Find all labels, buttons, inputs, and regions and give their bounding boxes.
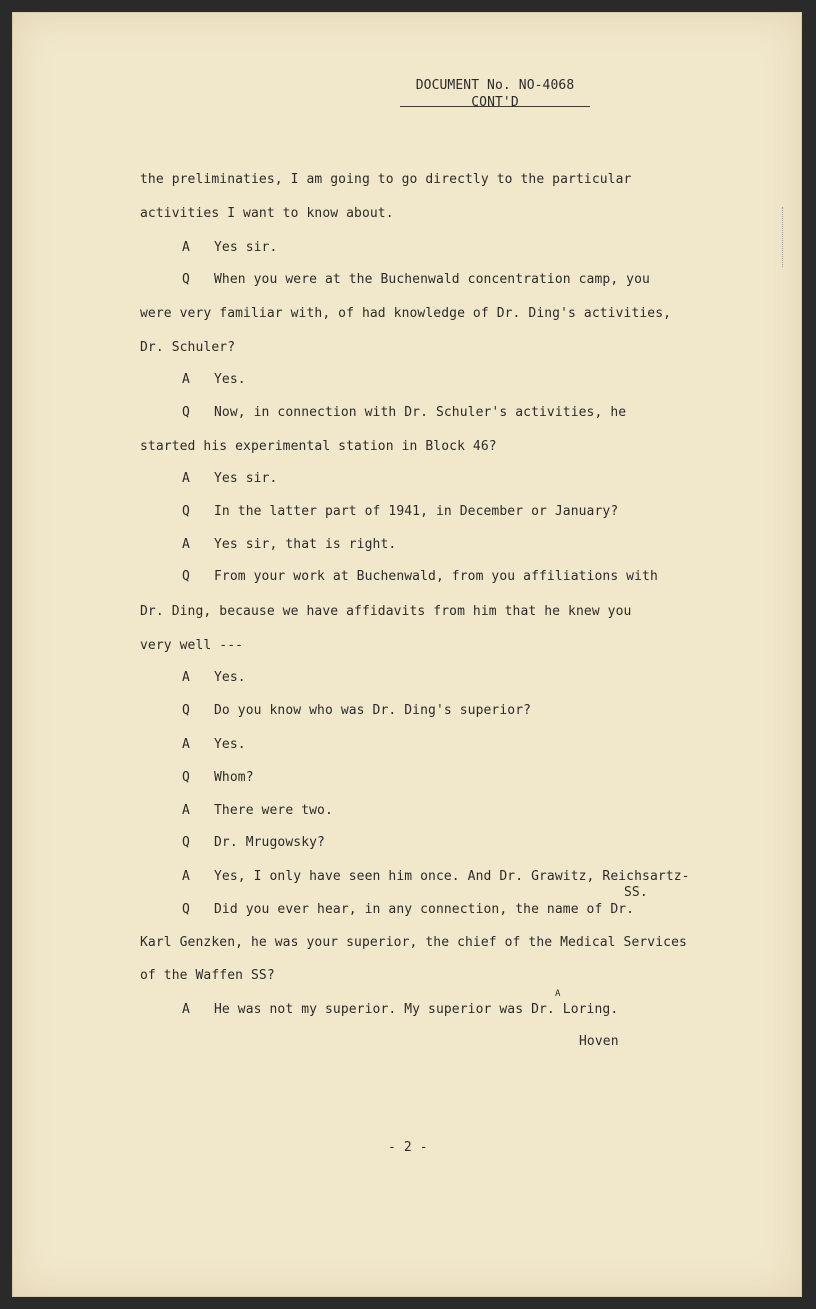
signature-name: Hoven	[579, 1034, 619, 1049]
transcript-line: very well ---	[140, 638, 244, 653]
document-page	[12, 12, 802, 1297]
answer-line	[182, 869, 690, 885]
answer-line	[182, 670, 246, 686]
transcript-line: Karl Genzken, he was your superior, the chief of the Medical Services	[140, 935, 687, 950]
answer-line	[182, 1002, 618, 1018]
answer-text: Yes, I only have seen him once. And Dr. Grawitz, Reichsartz-	[214, 869, 690, 884]
ss-continuation: SS.	[624, 885, 648, 900]
header-underline	[400, 106, 590, 107]
answer-text: Yes.	[214, 737, 246, 752]
question-line	[182, 835, 325, 851]
speaker-marker: Q	[182, 770, 190, 785]
answer-text: Yes sir, that is right.	[214, 537, 397, 552]
answer-line	[182, 240, 277, 256]
question-text: Dr. Mrugowsky?	[214, 835, 325, 850]
question-line	[182, 703, 531, 719]
speaker-marker: A	[182, 471, 190, 486]
speaker-marker: A	[182, 1002, 190, 1017]
answer-text: Yes.	[214, 670, 246, 685]
question-line	[182, 902, 634, 918]
question-text: Whom?	[214, 770, 254, 785]
transcript-line: were very familiar with, of had knowledge of Dr. Ding's activities,	[140, 306, 672, 321]
speaker-marker: Q	[182, 835, 190, 850]
speaker-marker: A	[182, 537, 190, 552]
question-line	[182, 770, 254, 786]
question-line	[182, 405, 626, 421]
transcript-line: Dr. Schuler?	[140, 340, 236, 355]
speaker-marker: A	[182, 670, 190, 685]
transcript-line: the preliminaties, I am going to go directly to the particular	[140, 172, 632, 187]
question-line	[182, 569, 658, 585]
answer-line	[182, 803, 333, 819]
speaker-marker: Q	[182, 569, 190, 584]
speaker-marker: Q	[182, 272, 190, 287]
question-line	[182, 272, 650, 288]
transcript-line: started his experimental station in Block 46?	[140, 439, 497, 454]
answer-text: Yes sir.	[214, 471, 278, 486]
question-text: Now, in connection with Dr. Schuler's activities, he	[214, 405, 627, 420]
speaker-marker: Q	[182, 504, 190, 519]
speaker-marker: A	[182, 869, 190, 884]
margin-mark	[782, 207, 785, 267]
speaker-marker: A	[182, 737, 190, 752]
speaker-marker: A	[182, 803, 190, 818]
question-text: Do you know who was Dr. Ding's superior?	[214, 703, 532, 718]
question-line	[182, 504, 618, 520]
speaker-marker: A	[182, 240, 190, 255]
question-text: From your work at Buchenwald, from you affiliations with	[214, 569, 658, 584]
document-number: DOCUMENT No. NO-4068	[415, 78, 575, 93]
question-text: Did you ever hear, in any connection, the name of Dr.	[214, 902, 635, 917]
page-edge	[12, 12, 802, 1297]
speaker-marker: Q	[182, 405, 190, 420]
answer-text: Yes sir.	[214, 240, 278, 255]
answer-text: He was not my superior. My superior was Dr. Loring.	[214, 1002, 619, 1017]
question-text: In the latter part of 1941, in December or January?	[214, 504, 619, 519]
answer-text: There were two.	[214, 803, 333, 818]
question-text: When you were at the Buchenwald concentration camp, you	[214, 272, 650, 287]
transcript-line: of the Waffen SS?	[140, 968, 275, 983]
insertion-mark: A	[555, 989, 561, 999]
continued-label: CONT'D	[471, 95, 519, 110]
answer-line	[182, 537, 396, 553]
speaker-marker: Q	[182, 902, 190, 917]
answer-line	[182, 737, 246, 753]
transcript-line: activities I want to know about.	[140, 206, 394, 221]
speaker-marker: Q	[182, 703, 190, 718]
transcript-line: Dr. Ding, because we have affidavits from him that he knew you	[140, 604, 632, 619]
answer-text: Yes.	[214, 372, 246, 387]
page-number: - 2 -	[388, 1140, 428, 1155]
answer-line	[182, 372, 246, 388]
answer-line	[182, 471, 277, 487]
speaker-marker: A	[182, 372, 190, 387]
